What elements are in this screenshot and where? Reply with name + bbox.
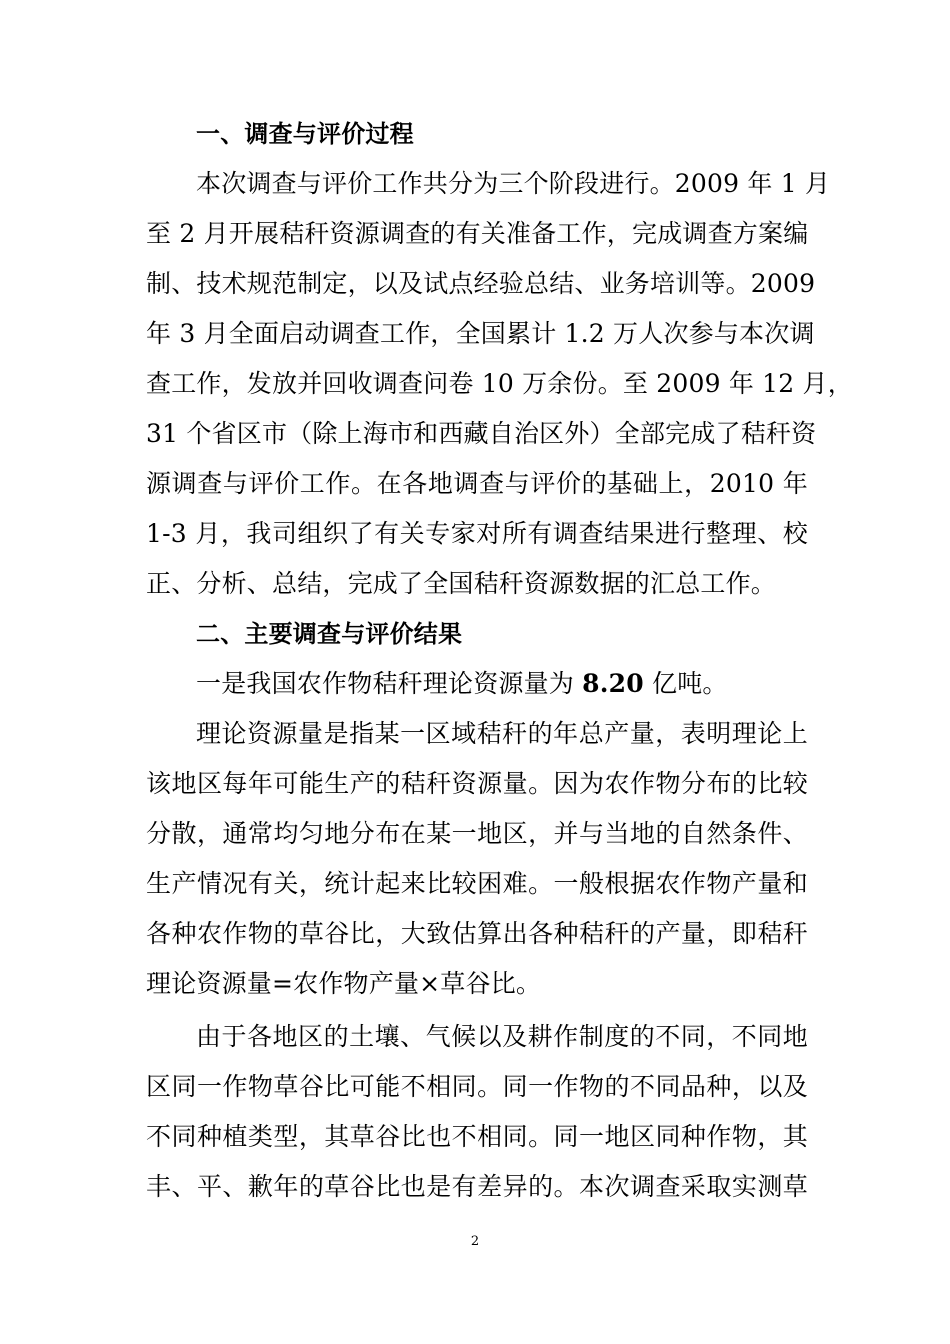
paragraph-line: 源调查与评价工作。在各地调查与评价的基础上，2010 年 bbox=[146, 469, 808, 498]
paragraph-line: 查工作，发放并回收调查问卷 10 万余份。至 2009 年 12 月， bbox=[146, 369, 853, 398]
paragraph-line: 制、技术规范制定，以及试点经验总结、业务培训等。2009 bbox=[146, 269, 816, 298]
formula-line: 理论资源量=农作物产量×草谷比。 bbox=[146, 969, 542, 998]
result-point-theoretical-amount bbox=[196, 666, 808, 702]
paragraph-line: 正、分析、总结，完成了全国秸秆资源数据的汇总工作。 bbox=[146, 569, 777, 598]
paragraph-line: 1-3 月，我司组织了有关专家对所有调查结果进行整理、校 bbox=[146, 519, 808, 548]
paragraph-line: 丰、平、歉年的草谷比也是有差异的。本次调查采取实测草 bbox=[146, 1172, 808, 1201]
paragraph-line: 本次调查与评价工作共分为三个阶段进行。2009 年 1 月 bbox=[196, 169, 831, 198]
paragraph-line: 各种农作物的草谷比，大致估算出各种秸秆的产量，即秸秆 bbox=[146, 919, 808, 948]
paragraph-line: 年 3 月全面启动调查工作，全国累计 1.2 万人次参与本次调 bbox=[146, 319, 815, 348]
paragraph-line: 区同一作物草谷比可能不相同。同一作物的不同品种，以及 bbox=[146, 1072, 808, 1101]
paragraph-line: 至 2 月开展秸秆资源调查的有关准备工作，完成调查方案编 bbox=[146, 219, 809, 248]
paragraph-line: 不同种植类型，其草谷比也不相同。同一地区同种作物，其 bbox=[146, 1122, 808, 1151]
paragraph-line: 31 个省区市（除上海市和西藏自治区外）全部完成了秸秆资 bbox=[146, 419, 817, 448]
theoretical-amount-value: 8.20 bbox=[582, 669, 644, 698]
result-point-prefix: 一是我国农作物秸秆理论资源量为 bbox=[196, 669, 583, 698]
page-number: 2 bbox=[470, 1234, 480, 1249]
section-heading-main-results: 二、主要调查与评价结果 bbox=[196, 620, 463, 648]
paragraph-line: 理论资源量是指某一区域秸秆的年总产量，表明理论上 bbox=[196, 719, 808, 748]
section-heading-survey-process: 一、调查与评价过程 bbox=[196, 120, 414, 148]
paragraph-line: 该地区每年可能生产的秸秆资源量。因为农作物分布的比较 bbox=[146, 769, 808, 798]
paragraph-line: 由于各地区的土壤、气候以及耕作制度的不同，不同地 bbox=[196, 1022, 808, 1051]
result-point-suffix: 亿吨。 bbox=[643, 669, 728, 698]
paragraph-line: 生产情况有关，统计起来比较困难。一般根据农作物产量和 bbox=[146, 869, 808, 898]
paragraph-line: 分散，通常均匀地分布在某一地区，并与当地的自然条件、 bbox=[146, 819, 808, 848]
